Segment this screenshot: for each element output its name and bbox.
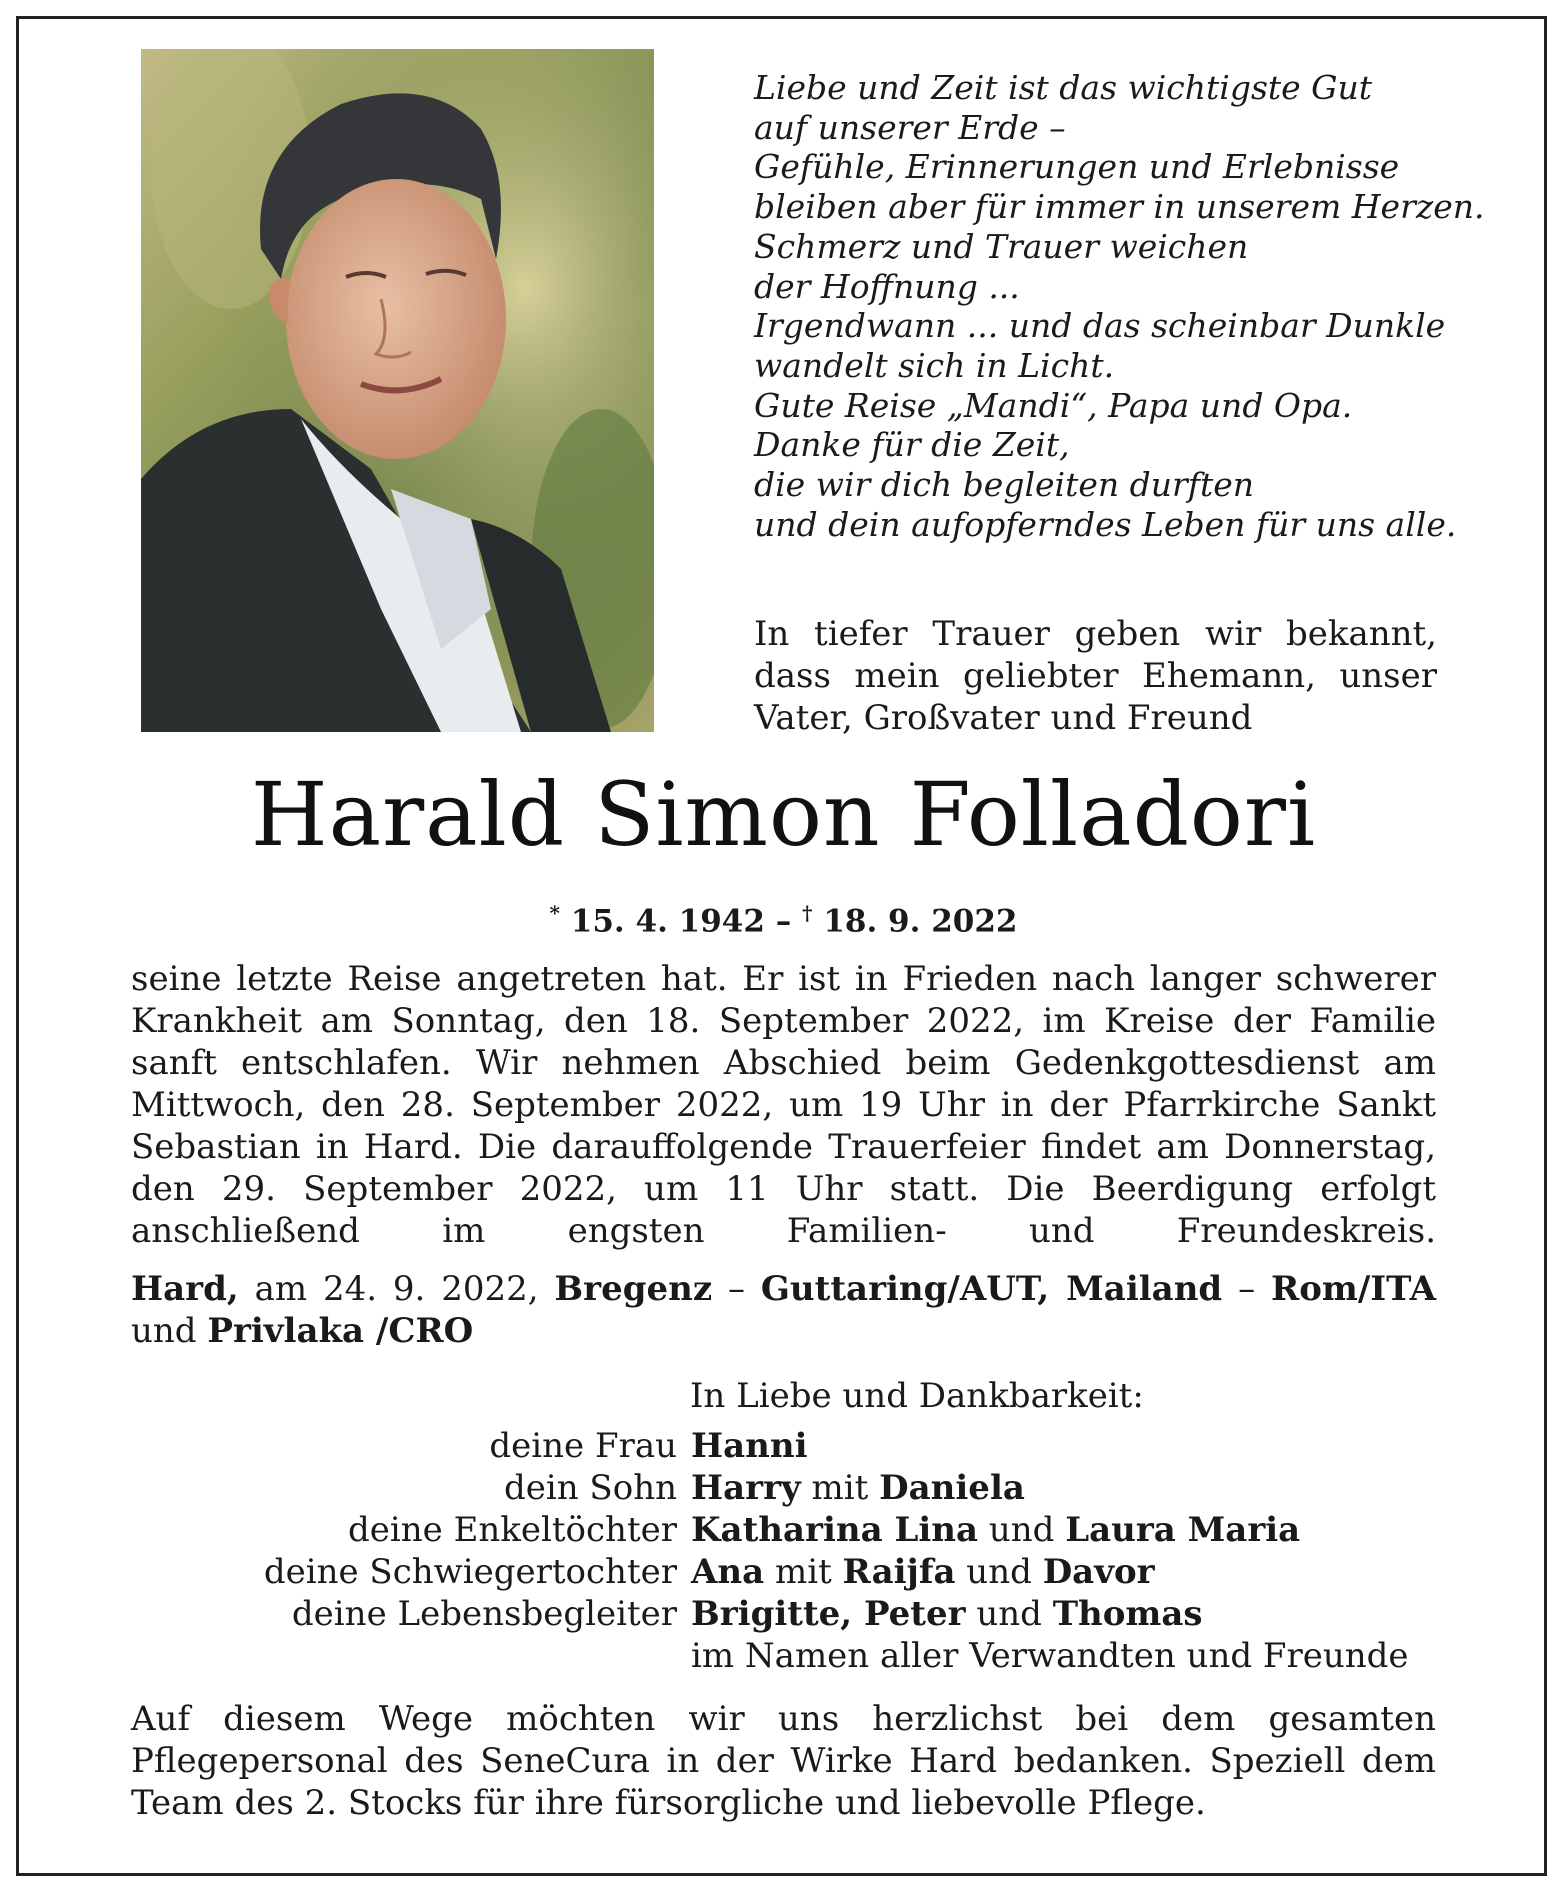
family-member-name: Ana bbox=[691, 1552, 765, 1592]
family-connector: mit bbox=[800, 1468, 880, 1508]
family-member-name: Harry bbox=[691, 1468, 801, 1508]
location-3: Rom/ITA bbox=[1270, 1269, 1436, 1309]
death-date: 18. 9. 2022 bbox=[823, 903, 1018, 940]
family-member-name: Thomas bbox=[1052, 1594, 1203, 1634]
birth-date: 15. 4. 1942 bbox=[570, 903, 765, 940]
family-row bbox=[131, 1593, 1471, 1635]
family-member-name: Brigitte, Peter bbox=[691, 1594, 966, 1634]
place-date: am 24. 9. 2022, bbox=[254, 1269, 539, 1309]
place-city: Hard, bbox=[131, 1269, 239, 1309]
family-relation: dein Sohn bbox=[503, 1468, 677, 1508]
family-row bbox=[131, 1467, 1471, 1509]
family-names bbox=[691, 1551, 1471, 1593]
closing-text: Auf diesem Wege möchten wir uns herzlichst bei dem gesamten Pflegepersonal des SeneCura in der Wirke Hard bedanken. Speziell dem Team des 2. Stocks für ihre fürsorgliche und liebevolle Pflege. bbox=[131, 1699, 1436, 1823]
family-relation: deine Lebensbegleiter bbox=[291, 1594, 677, 1634]
family-relation: deine Frau bbox=[489, 1426, 677, 1466]
family-row bbox=[131, 1425, 1471, 1467]
family-connector: im Namen aller Verwandten und Freunde bbox=[691, 1636, 1409, 1676]
date-separator: – bbox=[775, 903, 792, 940]
family-connector: und bbox=[978, 1510, 1066, 1550]
portrait-photo bbox=[141, 49, 654, 732]
family-relation: deine Enkeltöchter bbox=[347, 1510, 677, 1550]
family-names bbox=[691, 1593, 1471, 1635]
thanks-heading: In Liebe und Dankbarkeit: bbox=[690, 1376, 1144, 1416]
family-row bbox=[131, 1551, 1471, 1593]
family-names bbox=[691, 1635, 1471, 1677]
family-names bbox=[691, 1425, 1471, 1467]
family-connector: und bbox=[955, 1552, 1043, 1592]
family-list bbox=[131, 1425, 1471, 1677]
family-member-name: Raijfa bbox=[842, 1552, 956, 1592]
family-member-name: Hanni bbox=[691, 1426, 808, 1466]
family-member-name: Daniela bbox=[879, 1468, 1025, 1508]
family-connector: und bbox=[965, 1594, 1053, 1634]
birth-symbol: * bbox=[549, 901, 560, 925]
death-symbol: † bbox=[802, 901, 813, 925]
poem: Liebe und Zeit ist das wichtigste Gut auf unserer Erde – Gefühle, Erinnerungen und Erlebnisse bleiben aber für immer in unserem Herzen. Schmerz und Trauer weichen der Hoffnung ... Irgendwann ... und das scheinbar Dunkle wandelt sich in Licht. Gute Reise „Mandi“, Papa und Opa. Danke für die Zeit, die wir dich begleiten durften und dein aufopferndes Leben für uns alle. bbox=[754, 68, 1485, 544]
life-dates bbox=[0, 893, 1567, 941]
family-member-name: Davor bbox=[1042, 1552, 1155, 1592]
place-and-date: Hard, am 24. 9. 2022, Bregenz – Guttaring/AUT, Mailand – Rom/ITA und Privlaka /CRO bbox=[131, 1269, 1436, 1351]
deceased-name: Harald Simon Folladori bbox=[250, 763, 1317, 866]
family-row bbox=[131, 1635, 1471, 1677]
family-names bbox=[691, 1509, 1471, 1551]
location-4: Privlaka /CRO bbox=[207, 1311, 474, 1351]
family-member-name: Katharina Lina bbox=[691, 1510, 979, 1550]
intro-text: In tiefer Trauer geben wir bekannt, dass mein geliebter Ehemann, unser Vater, Großvater und Freund bbox=[754, 614, 1437, 738]
family-connector: mit bbox=[764, 1552, 843, 1592]
location-1: Bregenz bbox=[554, 1269, 713, 1309]
location-2: Guttaring/AUT, Mailand bbox=[760, 1269, 1223, 1309]
announcement-body: seine letzte Reise angetreten hat. Er ist in Frieden nach langer schwerer Krankheit am Sonntag, den 18. September 2022, im Kreise der Familie sanft entschlafen. Wir nehmen Abschied beim Gedenkgottesdienst am Mittwoch, den 28. September 2022, um 19 Uhr in der Pfarrkirche Sankt Sebastian in Hard. Die darauffolgende Trauerfeier findet am Donnerstag, den 29. September 2022, um 11 Uhr statt. Die Beerdigung erfolgt anschließend im engsten Familien- und Freundeskreis. bbox=[131, 959, 1436, 1251]
family-relation bbox=[131, 1635, 691, 1677]
family-row bbox=[131, 1509, 1471, 1551]
family-relation: deine Schwiegertochter bbox=[263, 1552, 677, 1592]
family-member-name: Laura Maria bbox=[1065, 1510, 1301, 1550]
family-names bbox=[691, 1467, 1471, 1509]
